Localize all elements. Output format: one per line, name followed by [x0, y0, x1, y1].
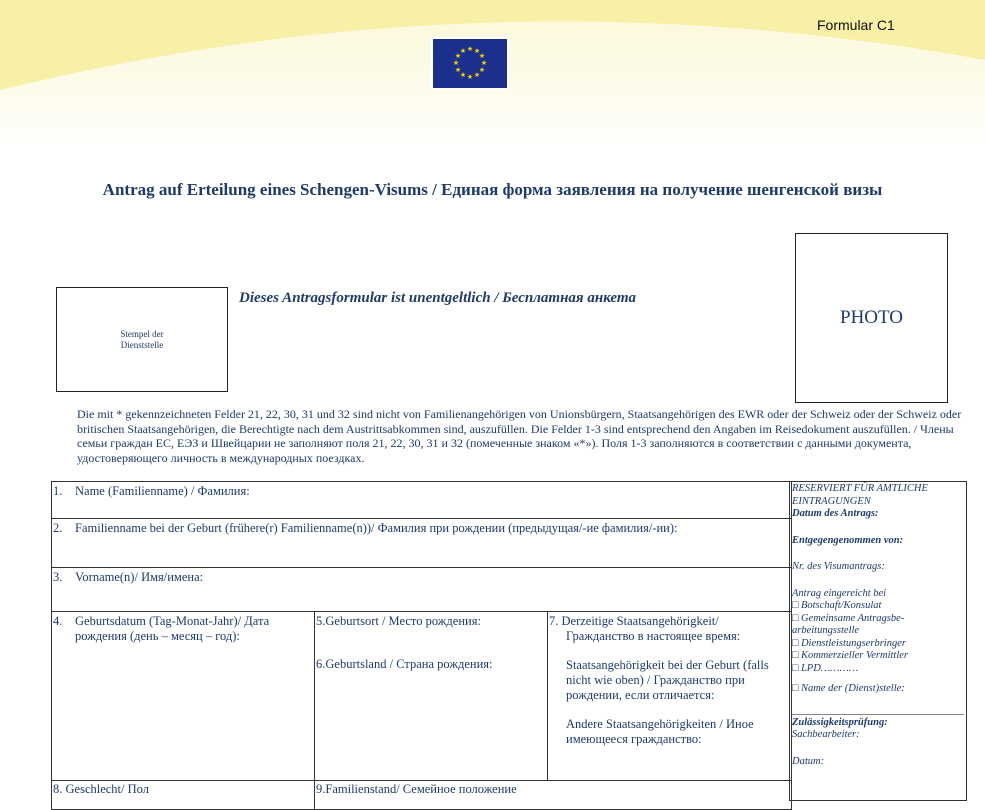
application-date-label: Datum des Antrags: — [792, 508, 879, 519]
form-title: Antrag auf Erteilung eines Schengen-Visums / Единая форма заявления на получение шенгенской визы — [102, 180, 883, 199]
option-office-name[interactable]: □ Name der (Dienst)stelle: — [792, 683, 964, 696]
field-5-6-birth-place-country[interactable] — [314, 611, 548, 781]
field-number: 3. — [53, 570, 63, 584]
svg-text:★: ★ — [478, 66, 486, 74]
form-code: Formular C1 — [817, 17, 895, 33]
svg-text:★: ★ — [459, 71, 467, 79]
option-embassy-consulate[interactable]: □ Botschaft/Konsulat — [792, 600, 964, 613]
field-label: Name (Familienname) / Фамилия: — [75, 484, 250, 498]
svg-text:★: ★ — [459, 47, 467, 55]
nationality-at-birth-label: Staatsangehörigkeit bei der Geburt (falls nicht wie oben) / Гражданство при рождении, если отличается: — [566, 658, 769, 702]
field-8-label: 8. Geschlecht/ Пол — [53, 782, 149, 796]
field-7-label-line2: Гражданство в настоящее время: — [566, 629, 741, 643]
option-commercial-intermediary[interactable]: □ Kommerzieller Vermittler — [792, 650, 964, 663]
received-by-label: Entgegengenommen von: — [792, 534, 904, 546]
svg-text:★: ★ — [473, 71, 481, 79]
official-divider — [792, 714, 964, 715]
svg-text:★: ★ — [480, 59, 488, 67]
svg-text:★: ★ — [454, 52, 462, 60]
submitted-at-label: Antrag eingereicht bei — [792, 587, 887, 599]
svg-text:★: ★ — [473, 47, 481, 55]
field-7-label-line1: 7. Derzeitige Staatsangehörigkeit/ — [549, 614, 719, 628]
official-heading: RESERVIERT FÜR AMTLICHE EINTRAGUNGEN — [792, 483, 928, 507]
datum-label: Datum: — [792, 755, 825, 767]
eu-flag-icon — [431, 37, 509, 90]
field-9-civil-status[interactable] — [314, 780, 792, 810]
field-label: Familienname bei der Geburt (frühere(r) Familienname(n))/ Фамилия при рождении (предыдущая/-ие фамилия/-ии): — [75, 521, 678, 535]
visa-application-number-label: Nr. des Visumantrags: — [792, 561, 885, 572]
field-number: 4. — [53, 614, 63, 628]
admissibility-check-label: Zulässigkeitsprüfung: — [792, 716, 888, 728]
option-service-provider[interactable]: □ Dienstleistungserbringer — [792, 638, 964, 651]
field-8-sex[interactable] — [51, 780, 315, 810]
field-label: Geburtsdatum (Tag-Monat-Jahr)/ Дата рождения (день – месяц – год): — [75, 614, 270, 643]
svg-text:★: ★ — [452, 59, 460, 67]
field-number: 2. — [53, 521, 63, 535]
field-4-date-of-birth[interactable] — [51, 611, 315, 781]
svg-text:★: ★ — [478, 52, 486, 60]
application-form-grid — [51, 481, 967, 801]
svg-text:★: ★ — [454, 66, 462, 74]
stamp-box: Stempel der Dienststelle — [56, 287, 228, 392]
free-of-charge-note: Dieses Antragsformular ist unentgeltlich / Бесплатная анкета — [239, 290, 637, 306]
officer-label: Sachbearbeiter: — [792, 729, 860, 740]
field-label: Vorname(n)/ Имя/имена: — [75, 570, 204, 584]
field-5-label: 5.Geburtsort / Место рождения: — [316, 614, 481, 628]
field-9-label: 9.Familienstand/ Семейное положение — [316, 782, 517, 796]
official-use-column — [789, 481, 967, 801]
other-nationalities-label: Andere Staatsangehörigkeiten / Иное имеющееся гражданство: — [566, 717, 754, 746]
field-6-label: 6.Geburtsland / Страна рождения: — [316, 657, 493, 671]
field-2-surname-at-birth[interactable] — [51, 518, 792, 568]
field-3-first-names[interactable] — [51, 567, 792, 612]
option-common-application-centre[interactable]: □ Gemeinsame Antragsbe- arbeitungsstelle — [792, 613, 964, 638]
photo-box: PHOTO — [795, 233, 948, 403]
svg-text:★: ★ — [466, 45, 474, 53]
field-number: 1. — [53, 484, 63, 498]
option-lpd[interactable]: □ LPD………… — [792, 663, 964, 676]
field-1-surname[interactable] — [51, 481, 792, 519]
field-7-nationality[interactable] — [547, 611, 792, 781]
svg-text:★: ★ — [466, 73, 474, 81]
intro-instructions: Die mit * gekennzeichneten Felder 21, 22, 30, 31 und 32 sind nicht von Familienangehörigen von Unionsbürgern, Staatsangehörigen des EWR oder der Schweiz oder der Schweiz oder britischen Staatsangehörigen, die Berechtigte nach dem Austrittsabkommen sind, auszufüllen. Die Felder 1-3 sind entsprechend den Angaben im Reisedokument auszufüllen. / Члены семьи граждан ЕС, ЕЭЗ и Швейцарии не заполняют поля 21, 22, 30, 31 и 32 (помеченные знаком «*»). Поля 1-3 заполняются в соответствии с данными документа, удостоверяющего личность в международных поездках. — [77, 407, 962, 465]
